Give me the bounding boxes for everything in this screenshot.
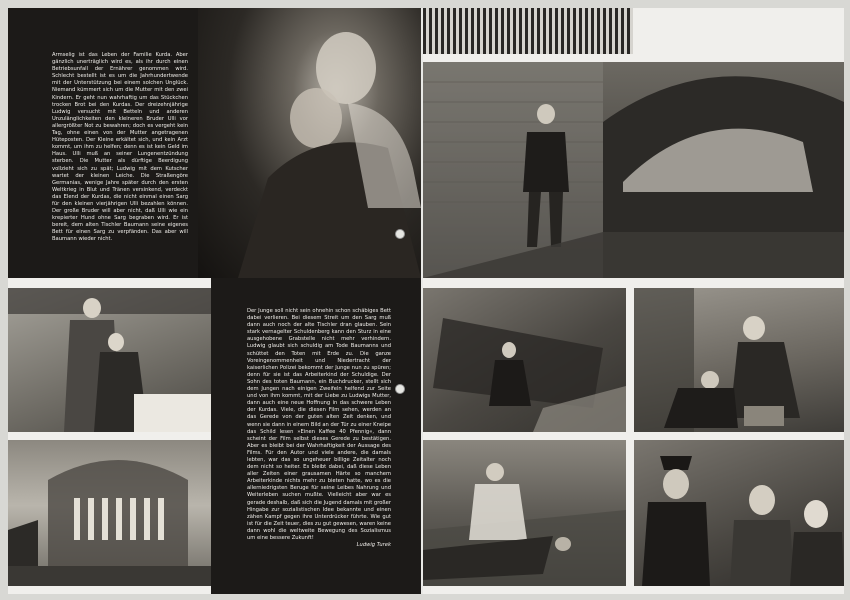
tavern-scene — [8, 288, 211, 432]
photo-policeman-and-couple — [634, 440, 844, 586]
bottom-right-panel — [423, 278, 844, 594]
stage-scene — [8, 440, 211, 586]
story-intro-text — [52, 52, 188, 244]
bottom-left-panel — [8, 278, 211, 594]
striped-header-band — [423, 8, 633, 54]
photo-stage-show — [8, 440, 211, 586]
top-left-panel — [8, 8, 421, 278]
brochure-sheet — [8, 8, 844, 594]
punch-hole — [395, 384, 405, 394]
kneeling-scene — [634, 288, 844, 432]
punch-hole — [395, 229, 405, 239]
author-signature: Ludwig Turek — [356, 542, 391, 549]
photo-tavern-couple — [8, 288, 211, 432]
photo-cemetery-digging — [423, 288, 626, 432]
photo-boy-running-tunnel — [423, 62, 844, 278]
story-intro-paragraph: Armselig ist das Leben der Familie Kurda. Aber gänzlich unerträglich wird es, als ihr durch einen Betriebsunfall der Ernährer genommen wird. Schlecht bestellt ist es um die Jahrhundertwende mit der Unterstützung bei einem solchen Unglück. Niemand kümmert sich um die Mutter mit den zwei Kindern. Er geht nun wahrhaftig um das Stückchen trocken Brot bei den Kurdas. Der dreizehnjährige Ludwig versucht mit Betteln und anderen Unzulänglichkeiten den kleineren Bruder Ulli vor allergrößter Not zu bewahren; doch es vergeht kein Tag, ohne einen von der Mutter angetragenen Hüteposten. Der Kleine erkältet sich, und kein Arzt kommt, um ihm zu helfen; denn es ist kein Geld im Haus. Ulli muß an seiner Lungenentzündung sterben. Die Mutter als dürftige Beerdigung vollzieht sich zu spät; Ludwig mit dem Kutscher wartet der kleinen Leiche. Die Straßengöre Germanias, wenige Jahre später durch den ersten Weltkrieg in Blut und Tränen versinkend, verdeckt das Elend der Kurdas, die nicht einmal einen Sarg für den kleinen vierjährigen Ulli bezahlen können. Der große Bruder will aber nicht, daß Ulli wie ein krepierter Hund ohne Sarg begraben wird. Er ist bereit, dem alten Tischler Baumann seine eigenes Bett für einen Sarg zu verpfänden. Das aber will Baumann wieder nicht. — [52, 52, 188, 243]
story-main-text — [247, 308, 391, 549]
photo-boat-rescue — [423, 440, 626, 586]
story-main-paragraph: Der Junge soll nicht sein ohnehin schon schäbiges Bett dabei verlieren. Bei diesem Streit um den Sarg muß dann auch noch der alte Tischler dran glauben. Sein stark vernagelter Schuldenberg kann den Sturz in eine ausgehobene Grabstelle nicht mehr verhindern. Ludwig glaubt sich schuldig am Tode Baumanns und schüttet den Toten mit Erde zu. Die ganze Voreingenommenheit und Niedertracht der kaiserlichen Polizei bekommt der Junge nun zu spüren; denn für sie ist das Arbeiterkind der Schuldige. Der Sohn des toten Baumann, ein Buchdrucker, stellt sich dem Jungen nach einigen Zweifeln helfend zur Seite und von ihm kommt, mit der Liebe zu Ludwigs Mutter, dann auch eine neue Hoffnung in das schwere Leben der Kurdas. Viele, die diesen Film sehen, werden an das Gerede von der guten alten Zeit denken, und wenn sie dann in einem Bild an der Tür zu einer Kneipe das Schild lesen »Einen Kaffee 40 Pfennig«, dann scheint der Film selbst dieses Gerede zu bestätigen. Aber es bleibt bei der Wahrhaftigkeit der Aussage des Films. Für den Autor und viele andere, die damals lebten, war das so ungeheuer billige Zeitalter noch dem nicht so heiter. Es bleibt dabei, daß diese Leben aller Zeiten einer grausamen Härte so manchem Arbeiterkinde nichts mehr zu bieten hatte, wo es die allerniedrigsten Beruge für seine Leibes Nahrung und Weiterleben suchen mußte. Vielleicht aber war es gerade deshalb, daß sich die Jugend damals mit großer Hingabe zur sozialistischen Idee bekannte und einen zähen Kampf gegen ihre Unterdrücker führte. Wie gut ist für die Zeit teuer, dies zu gut gewesen, waren keine dann wohl die weltweite Bewegung des Sozialismus um eine bessere Zukunft! — [247, 308, 391, 541]
top-right-panel — [423, 8, 844, 278]
bottom-middle-panel — [211, 278, 421, 594]
cemetery-scene — [423, 288, 626, 432]
photo-mother-and-child — [198, 8, 421, 278]
boat-scene — [423, 440, 626, 586]
photo-woman-kneeling — [634, 288, 844, 432]
tunnel-scene — [423, 62, 844, 278]
mother-child-silhouette — [198, 8, 421, 278]
policeman-scene — [634, 440, 844, 586]
